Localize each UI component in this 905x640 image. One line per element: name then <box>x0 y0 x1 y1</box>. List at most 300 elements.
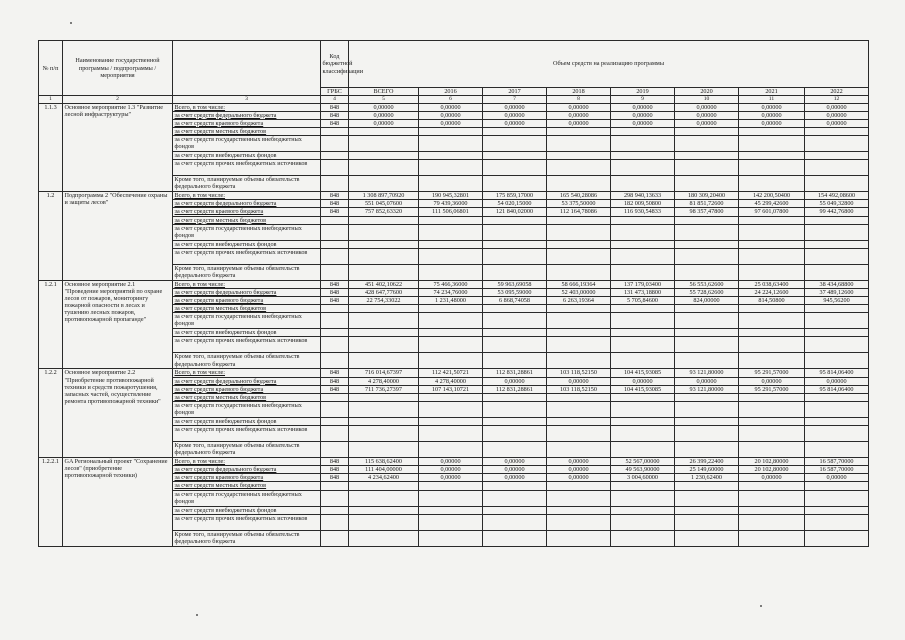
amount-year <box>483 240 547 248</box>
header-blank <box>173 41 321 96</box>
amount-total <box>349 329 419 337</box>
amount-total: 451 402,10622 <box>349 280 419 288</box>
grbs-code: 848 <box>321 280 349 288</box>
amount-year <box>419 305 483 313</box>
amount-year <box>547 426 611 442</box>
amount-year: 0,00000 <box>675 103 739 111</box>
amount-year: 131 473,18800 <box>611 288 675 296</box>
amount-year: 824,00000 <box>675 297 739 305</box>
header-year: 2017 <box>483 88 547 96</box>
amount-year <box>547 401 611 417</box>
amount-year <box>611 224 675 240</box>
amount-year: 1 231,48000 <box>419 297 483 305</box>
amount-year <box>611 490 675 506</box>
funding-source-label: за счет средств внебюджетных фондов <box>173 152 321 160</box>
grbs-code <box>321 176 349 192</box>
grbs-code <box>321 393 349 401</box>
amount-year <box>419 442 483 458</box>
amount-year <box>547 216 611 224</box>
amount-year <box>675 490 739 506</box>
amount-year <box>419 490 483 506</box>
amount-year <box>547 530 611 546</box>
amount-year <box>739 482 805 490</box>
amount-year <box>739 216 805 224</box>
amount-year: 0,00000 <box>419 474 483 482</box>
amount-year <box>611 176 675 192</box>
amount-year <box>419 216 483 224</box>
section-name: Подпрограмма 2 "Обеспечение охраны и защиты лесов" <box>63 192 173 281</box>
amount-year: 137 179,03400 <box>611 280 675 288</box>
amount-year <box>675 176 739 192</box>
grbs-code <box>321 313 349 329</box>
amount-total <box>349 506 419 514</box>
amount-year: 103 118,52150 <box>547 369 611 377</box>
column-index: 5 <box>349 96 419 103</box>
amount-year <box>547 160 611 176</box>
funding-source-label: за счет средств прочих внебюджетных источников <box>173 426 321 442</box>
table-row <box>39 458 869 466</box>
amount-year: 104 415,93085 <box>611 369 675 377</box>
amount-year <box>675 224 739 240</box>
amount-year <box>675 136 739 152</box>
amount-year: 0,00000 <box>805 474 869 482</box>
grbs-code: 848 <box>321 377 349 385</box>
amount-year <box>805 514 869 530</box>
header-volume: Объем средств на реализацию программы <box>349 41 869 88</box>
amount-year <box>675 530 739 546</box>
amount-year <box>739 160 805 176</box>
amount-total: 0,00000 <box>349 119 419 127</box>
funding-source-label: за счет средств внебюджетных фондов <box>173 417 321 425</box>
amount-year <box>739 305 805 313</box>
grbs-code: 848 <box>321 103 349 111</box>
amount-year <box>739 490 805 506</box>
grbs-code <box>321 417 349 425</box>
amount-year <box>805 442 869 458</box>
grbs-code <box>321 152 349 160</box>
amount-year <box>675 152 739 160</box>
amount-year <box>419 248 483 264</box>
funding-source-label: за счет средств местных бюджетов <box>173 305 321 313</box>
section-number: 1.2 <box>39 192 63 281</box>
amount-year <box>419 240 483 248</box>
amount-year <box>419 426 483 442</box>
funding-source-label: за счет средств внебюджетных фондов <box>173 506 321 514</box>
section-number: 1.1.3 <box>39 103 63 192</box>
funding-source-label: за счет средств федерального бюджета <box>173 200 321 208</box>
amount-year <box>419 176 483 192</box>
amount-year <box>483 482 547 490</box>
amount-year: 0,00000 <box>547 111 611 119</box>
grbs-code: 848 <box>321 200 349 208</box>
amount-year: 0,00000 <box>675 119 739 127</box>
amount-year <box>675 305 739 313</box>
amount-year: 0,00000 <box>675 111 739 119</box>
header-year: 2019 <box>611 88 675 96</box>
amount-year <box>547 353 611 369</box>
amount-year: 0,00000 <box>547 377 611 385</box>
amount-year <box>483 514 547 530</box>
funding-source-label: за счет средств местных бюджетов <box>173 482 321 490</box>
grbs-code <box>321 160 349 176</box>
amount-total <box>349 240 419 248</box>
funding-source-label: за счет средств федерального бюджета <box>173 466 321 474</box>
column-index: 4 <box>321 96 349 103</box>
amount-year <box>675 442 739 458</box>
grbs-code <box>321 337 349 353</box>
column-index: 2 <box>63 96 173 103</box>
amount-year <box>483 136 547 152</box>
amount-year: 154 492,08600 <box>805 192 869 200</box>
amount-year <box>419 313 483 329</box>
amount-year <box>805 506 869 514</box>
grbs-code <box>321 426 349 442</box>
amount-year <box>675 329 739 337</box>
funding-source-label: за счет средств федерального бюджета <box>173 377 321 385</box>
amount-total <box>349 353 419 369</box>
grbs-code: 848 <box>321 466 349 474</box>
amount-year <box>805 426 869 442</box>
amount-year <box>611 127 675 135</box>
funding-source-label: за счет средств прочих внебюджетных источников <box>173 514 321 530</box>
amount-year <box>483 393 547 401</box>
column-index: 6 <box>419 96 483 103</box>
amount-year: 1 230,62400 <box>675 474 739 482</box>
amount-year <box>419 337 483 353</box>
amount-year <box>483 426 547 442</box>
header-num: № п/п <box>39 41 63 96</box>
amount-year <box>547 240 611 248</box>
header-year: 2022 <box>805 88 869 96</box>
amount-year <box>419 417 483 425</box>
amount-year <box>419 152 483 160</box>
table-header <box>39 41 869 104</box>
grbs-code <box>321 240 349 248</box>
amount-year <box>419 329 483 337</box>
amount-year: 25 149,60000 <box>675 466 739 474</box>
amount-year: 0,00000 <box>547 458 611 466</box>
amount-year <box>611 136 675 152</box>
amount-year <box>739 240 805 248</box>
grbs-code: 848 <box>321 385 349 393</box>
amount-year: 95 291,57000 <box>739 369 805 377</box>
amount-year: 5 705,84600 <box>611 297 675 305</box>
grbs-code <box>321 353 349 369</box>
amount-year: 104 415,93085 <box>611 385 675 393</box>
amount-total <box>349 152 419 160</box>
amount-year: 116 930,54833 <box>611 208 675 216</box>
amount-year <box>739 506 805 514</box>
amount-year <box>547 417 611 425</box>
amount-year <box>547 482 611 490</box>
amount-year: 0,00000 <box>611 377 675 385</box>
funding-source-label: за счет средств прочих внебюджетных источников <box>173 337 321 353</box>
amount-year: 121 840,02000 <box>483 208 547 216</box>
amount-year <box>483 530 547 546</box>
grbs-code <box>321 329 349 337</box>
column-index: 12 <box>805 96 869 103</box>
funding-source-label: за счет средств краевого бюджета <box>173 208 321 216</box>
amount-total <box>349 530 419 546</box>
amount-year <box>483 127 547 135</box>
amount-year <box>547 514 611 530</box>
amount-year <box>739 417 805 425</box>
funding-source-label: Всего, в том числе: <box>173 280 321 288</box>
funding-source-label: Кроме того, планируемые объемы обязательств федерального бюджета <box>173 530 321 546</box>
amount-year <box>547 127 611 135</box>
amount-year: 112 421,50721 <box>419 369 483 377</box>
amount-year <box>419 127 483 135</box>
grbs-code <box>321 305 349 313</box>
table-row <box>39 369 869 377</box>
amount-year: 54 020,15000 <box>483 200 547 208</box>
amount-year <box>483 506 547 514</box>
amount-year: 16 587,70000 <box>805 466 869 474</box>
amount-year <box>611 152 675 160</box>
program-funding-table <box>38 40 869 547</box>
amount-year <box>547 442 611 458</box>
amount-year <box>675 426 739 442</box>
amount-year: 55 728,62600 <box>675 288 739 296</box>
amount-year <box>739 176 805 192</box>
amount-year <box>547 136 611 152</box>
amount-year <box>805 136 869 152</box>
amount-year <box>675 514 739 530</box>
amount-year <box>611 264 675 280</box>
amount-year: 0,00000 <box>547 466 611 474</box>
amount-year <box>611 506 675 514</box>
amount-year <box>805 305 869 313</box>
amount-year: 0,00000 <box>483 111 547 119</box>
amount-year <box>483 353 547 369</box>
amount-year <box>483 305 547 313</box>
amount-year <box>483 417 547 425</box>
amount-year <box>611 401 675 417</box>
section-name: Основное мероприятие 2.1 "Проведение мероприятий по охране лесов от пожаров, мониторингу пожарной опасности в лесах и тушению лесных пожаров, противопожарной пропаганде" <box>63 280 173 369</box>
amount-year: 182 009,50800 <box>611 200 675 208</box>
funding-source-label: за счет средств внебюджетных фондов <box>173 240 321 248</box>
amount-year <box>675 337 739 353</box>
amount-year <box>675 216 739 224</box>
amount-year <box>483 490 547 506</box>
amount-total: 428 647,77600 <box>349 288 419 296</box>
column-index-row <box>39 96 869 103</box>
amount-year <box>805 417 869 425</box>
section-number: 1.2.2.1 <box>39 458 63 547</box>
amount-year: 97 601,07800 <box>739 208 805 216</box>
funding-source-label: за счет средств краевого бюджета <box>173 385 321 393</box>
amount-year <box>483 313 547 329</box>
funding-source-label: Кроме того, планируемые объемы обязательств федерального бюджета <box>173 264 321 280</box>
amount-total: 716 014,67397 <box>349 369 419 377</box>
column-index: 7 <box>483 96 547 103</box>
grbs-code: 848 <box>321 474 349 482</box>
amount-year: 4 278,40000 <box>419 377 483 385</box>
amount-year <box>483 248 547 264</box>
amount-year <box>805 313 869 329</box>
amount-year: 107 143,10721 <box>419 385 483 393</box>
table-row <box>39 192 869 200</box>
amount-year: 98 357,47800 <box>675 208 739 216</box>
amount-year <box>675 248 739 264</box>
amount-total <box>349 417 419 425</box>
amount-year: 0,00000 <box>611 103 675 111</box>
funding-source-label: за счет средств внебюджетных фондов <box>173 329 321 337</box>
amount-year <box>805 152 869 160</box>
amount-total: 757 852,63320 <box>349 208 419 216</box>
amount-year: 53 375,50000 <box>547 200 611 208</box>
amount-year <box>483 337 547 353</box>
amount-year <box>611 305 675 313</box>
amount-year: 0,00000 <box>483 119 547 127</box>
amount-year: 0,00000 <box>805 377 869 385</box>
amount-year: 112 831,28861 <box>483 385 547 393</box>
amount-year: 0,00000 <box>419 103 483 111</box>
amount-year: 49 563,90000 <box>611 466 675 474</box>
amount-year: 0,00000 <box>483 377 547 385</box>
amount-year <box>805 401 869 417</box>
amount-total: 711 736,27397 <box>349 385 419 393</box>
funding-source-label: за счет средств государственных внебюджетных фондов <box>173 313 321 329</box>
column-index: 8 <box>547 96 611 103</box>
amount-year <box>483 152 547 160</box>
amount-year: 74 234,76000 <box>419 288 483 296</box>
amount-total <box>349 305 419 313</box>
amount-total <box>349 514 419 530</box>
grbs-code: 848 <box>321 111 349 119</box>
amount-year <box>805 337 869 353</box>
amount-year <box>739 313 805 329</box>
funding-source-label: Кроме того, планируемые объемы обязательств федерального бюджета <box>173 353 321 369</box>
amount-year <box>419 393 483 401</box>
funding-source-label: за счет средств краевого бюджета <box>173 297 321 305</box>
amount-year <box>805 248 869 264</box>
amount-year <box>739 353 805 369</box>
funding-source-label: Всего, в том числе: <box>173 103 321 111</box>
amount-year <box>805 482 869 490</box>
amount-year: 165 540,28086 <box>547 192 611 200</box>
amount-year <box>611 313 675 329</box>
amount-year <box>805 160 869 176</box>
amount-year <box>805 224 869 240</box>
column-index: 1 <box>39 96 63 103</box>
amount-year <box>739 224 805 240</box>
amount-year: 142 200,50400 <box>739 192 805 200</box>
amount-year <box>419 506 483 514</box>
amount-year: 0,00000 <box>419 119 483 127</box>
amount-total: 22 754,33022 <box>349 297 419 305</box>
amount-year: 45 299,42600 <box>739 200 805 208</box>
amount-year <box>611 417 675 425</box>
amount-year <box>547 264 611 280</box>
amount-year: 0,00000 <box>483 103 547 111</box>
amount-year: 0,00000 <box>419 111 483 119</box>
amount-year: 103 118,52150 <box>547 385 611 393</box>
amount-year: 20 102,80000 <box>739 458 805 466</box>
amount-year: 0,00000 <box>739 474 805 482</box>
column-index: 11 <box>739 96 805 103</box>
amount-year <box>739 426 805 442</box>
amount-year: 111 506,06801 <box>419 208 483 216</box>
amount-year <box>675 393 739 401</box>
amount-year: 0,00000 <box>547 103 611 111</box>
amount-year: 0,00000 <box>419 458 483 466</box>
amount-year: 0,00000 <box>739 377 805 385</box>
amount-year <box>805 393 869 401</box>
amount-year <box>805 216 869 224</box>
funding-source-label: за счет средств федерального бюджета <box>173 111 321 119</box>
amount-year <box>739 127 805 135</box>
funding-source-label: Кроме того, планируемые объемы обязательств федерального бюджета <box>173 442 321 458</box>
amount-year <box>483 264 547 280</box>
header-year: 2020 <box>675 88 739 96</box>
amount-year: 16 587,70000 <box>805 458 869 466</box>
amount-total: 0,00000 <box>349 103 419 111</box>
amount-year: 95 814,06400 <box>805 369 869 377</box>
header-code-grbs: ГРБС <box>321 88 349 96</box>
amount-year <box>675 264 739 280</box>
grbs-code: 848 <box>321 208 349 216</box>
grbs-code: 848 <box>321 192 349 200</box>
amount-year <box>739 136 805 152</box>
grbs-code <box>321 224 349 240</box>
amount-year <box>547 329 611 337</box>
amount-year: 59 963,69058 <box>483 280 547 288</box>
amount-year: 3 004,60000 <box>611 474 675 482</box>
amount-year: 0,00000 <box>547 119 611 127</box>
funding-source-label: за счет средств прочих внебюджетных источников <box>173 160 321 176</box>
amount-year <box>805 127 869 135</box>
amount-total: 111 404,00000 <box>349 466 419 474</box>
amount-year <box>611 216 675 224</box>
amount-year <box>739 337 805 353</box>
header-name: Наименование государственной программы / подпрограммы / мероприятия <box>63 41 173 96</box>
amount-year <box>483 216 547 224</box>
funding-source-label: Всего, в том числе: <box>173 192 321 200</box>
grbs-code <box>321 248 349 264</box>
amount-year: 0,00000 <box>675 377 739 385</box>
amount-year <box>419 136 483 152</box>
amount-year <box>419 514 483 530</box>
amount-year: 0,00000 <box>483 466 547 474</box>
grbs-code: 848 <box>321 119 349 127</box>
grbs-code <box>321 442 349 458</box>
amount-year <box>547 176 611 192</box>
amount-year <box>675 482 739 490</box>
funding-source-label: Кроме того, планируемые объемы обязательств федерального бюджета <box>173 176 321 192</box>
amount-year: 81 851,72600 <box>675 200 739 208</box>
amount-year <box>611 248 675 264</box>
amount-year <box>483 401 547 417</box>
table-row <box>39 280 869 288</box>
column-index: 3 <box>173 96 321 103</box>
amount-year: 6 263,19364 <box>547 297 611 305</box>
amount-year: 99 442,76800 <box>805 208 869 216</box>
amount-year <box>419 401 483 417</box>
funding-source-label: Всего, в том числе: <box>173 369 321 377</box>
amount-year <box>675 240 739 248</box>
amount-total: 115 638,62400 <box>349 458 419 466</box>
grbs-code: 848 <box>321 288 349 296</box>
amount-year <box>547 313 611 329</box>
amount-year: 25 038,63400 <box>739 280 805 288</box>
amount-year <box>483 329 547 337</box>
amount-year: 0,00000 <box>739 103 805 111</box>
amount-year <box>611 530 675 546</box>
amount-year: 56 553,62600 <box>675 280 739 288</box>
amount-year <box>675 160 739 176</box>
grbs-code <box>321 136 349 152</box>
